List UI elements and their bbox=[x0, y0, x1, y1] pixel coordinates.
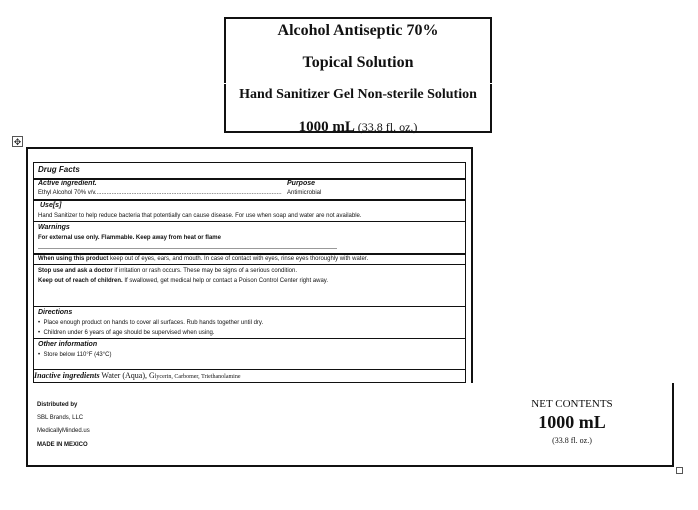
product-title: Alcohol Antiseptic 70% bbox=[277, 22, 439, 39]
divider bbox=[34, 338, 465, 339]
divider bbox=[34, 221, 465, 222]
distributor-name: SBL Brands, LLC bbox=[37, 415, 84, 421]
warnings-text: For external use only. Flammable. Keep away from heat or flame bbox=[38, 235, 221, 241]
directions-label: Directions bbox=[38, 309, 73, 316]
divider bbox=[34, 306, 465, 307]
distributed-by-label: Distributed by bbox=[37, 402, 78, 408]
product-form: Topical Solution bbox=[302, 54, 414, 71]
directions-item: • Children under 6 years of age should be supervised when using. bbox=[38, 330, 215, 336]
resize-handle-icon[interactable] bbox=[676, 467, 683, 474]
frame-top bbox=[26, 147, 473, 149]
other-info-item: • Store below 110°F (43°C) bbox=[38, 352, 112, 358]
keep-out-line bbox=[38, 277, 328, 285]
product-volume bbox=[226, 119, 490, 136]
stop-use-bold: Stop use and ask a doctor bbox=[38, 268, 113, 274]
active-ingredient-line: Ethyl Alcohol 70% v/v................................................................................................................ bbox=[38, 190, 282, 196]
distributor-website: MedicallyMinded.us bbox=[37, 428, 90, 434]
divider bbox=[34, 369, 465, 370]
made-in-label: MADE IN MEXICO bbox=[37, 442, 88, 448]
title-divider bbox=[224, 83, 492, 84]
drug-facts-panel bbox=[33, 162, 466, 383]
divider bbox=[34, 199, 465, 201]
frame-left bbox=[26, 147, 28, 467]
drug-facts-heading: Drug Facts bbox=[38, 165, 80, 174]
inactive-rest: lycerin, Carbomer, Triethanolamine bbox=[154, 374, 241, 380]
inactive-main: Water (Aqua), G bbox=[101, 371, 155, 380]
uses-label: Use[s] bbox=[40, 202, 62, 209]
volume-small: (33.8 fl. oz.) bbox=[357, 120, 418, 134]
net-contents-volume: 1000 mL bbox=[538, 412, 606, 432]
when-using-text: keep out of eyes, ears, and mouth. In case of contact with eyes, rinse eyes thoroughly with water. bbox=[110, 256, 369, 262]
purpose-label: Purpose bbox=[287, 180, 316, 187]
keep-out-bold: Keep out of reach of children. bbox=[38, 278, 123, 284]
other-info-text: Store below 110°F (43°C) bbox=[43, 352, 112, 358]
keep-out-text: If swallowed, get medical help or contact a Poison Control Center right away. bbox=[124, 278, 329, 284]
stop-use-text: if irritation or rash occurs. These may be signs of a serious condition. bbox=[114, 268, 297, 274]
frame-bottom bbox=[26, 465, 674, 467]
directions-item: • Place enough product on hands to cover all surfaces. Rub hands together until dry. bbox=[38, 320, 264, 326]
net-contents-floz: (33.8 fl. oz.) bbox=[552, 436, 592, 445]
title-box bbox=[224, 17, 492, 133]
directions-text: Place enough product on hands to cover all surfaces. Rub hands together until dry. bbox=[43, 320, 264, 326]
other-info-label: Other information bbox=[38, 341, 98, 348]
inactive-label: Inactive ingredients bbox=[34, 371, 100, 380]
purpose-value: Antimicrobial bbox=[287, 190, 322, 196]
inactive-line bbox=[34, 371, 241, 382]
frame-right-lower bbox=[672, 383, 674, 467]
divider bbox=[34, 264, 465, 265]
warnings-label: Warnings bbox=[38, 224, 70, 231]
divider bbox=[38, 248, 337, 249]
when-using-bold: When using this product bbox=[38, 256, 109, 262]
net-contents-label: NET CONTENTS bbox=[531, 398, 613, 410]
move-icon[interactable]: ✥ bbox=[13, 137, 22, 147]
active-ingredient-label: Active ingredient. bbox=[38, 180, 97, 187]
directions-text: Children under 6 years of age should be supervised when using. bbox=[43, 330, 215, 336]
frame-right bbox=[471, 147, 473, 383]
when-using-line bbox=[38, 255, 368, 263]
divider bbox=[34, 178, 465, 180]
volume-bold: 1000 mL bbox=[298, 119, 355, 135]
product-description: Hand Sanitizer Gel Non-sterile Solution bbox=[239, 87, 477, 102]
stop-use-line bbox=[38, 267, 297, 275]
net-contents-block bbox=[520, 398, 624, 445]
uses-text: Hand Sanitizer to help reduce bacteria that potentially can cause disease. For use when soap and water are not available. bbox=[38, 213, 362, 219]
